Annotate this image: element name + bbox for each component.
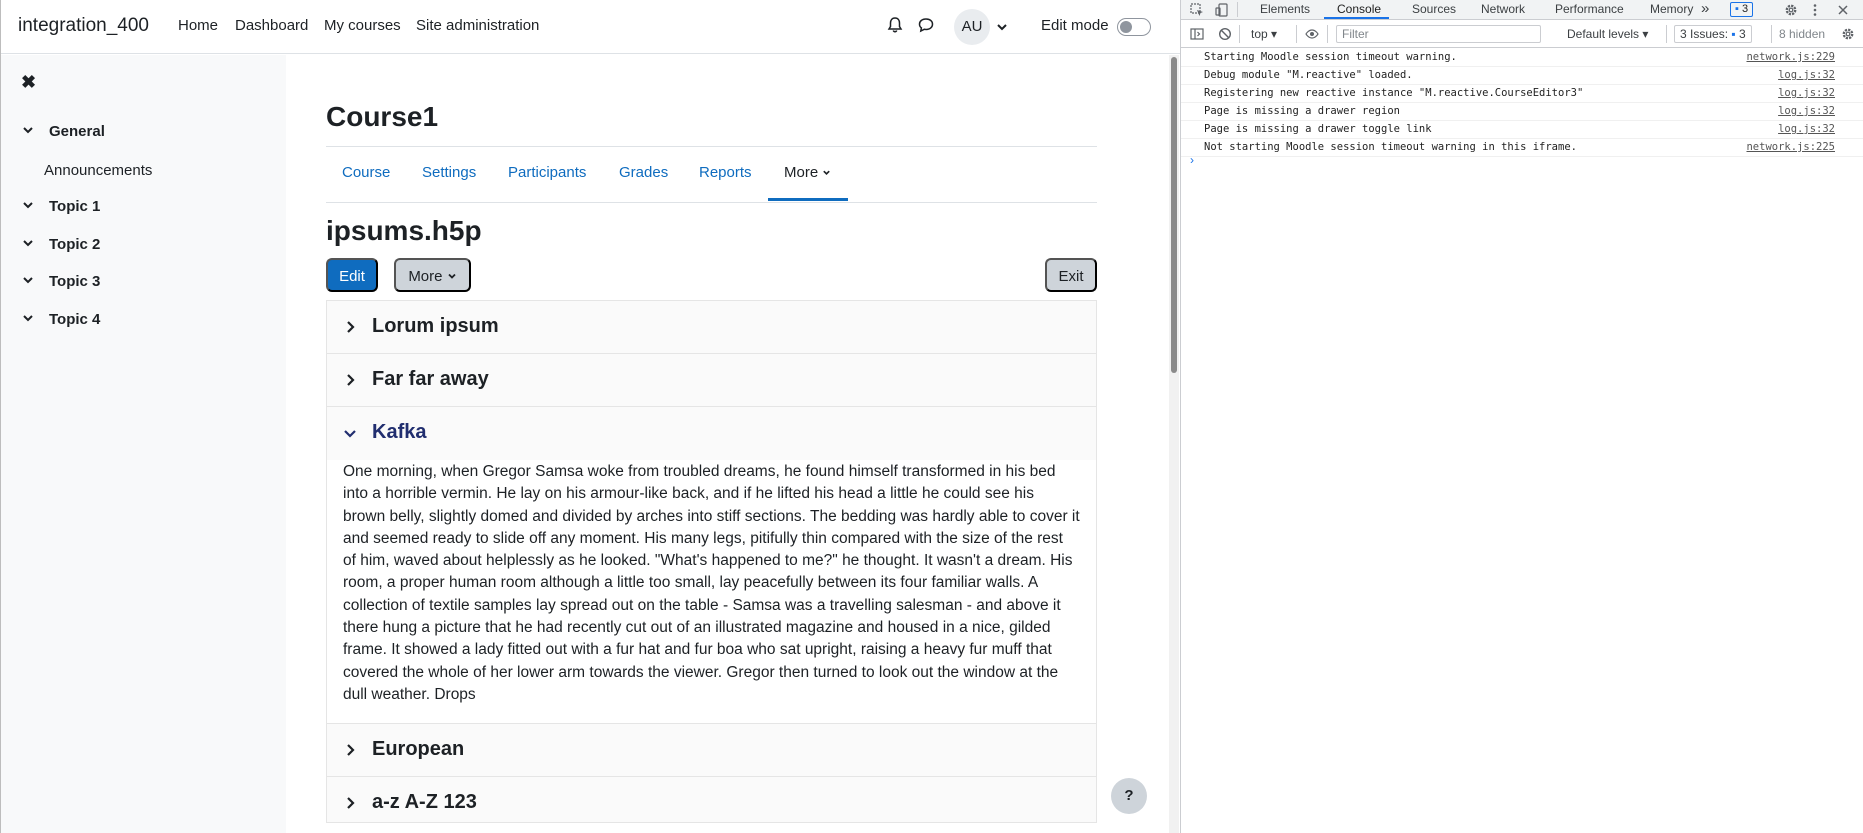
active-tab-indicator [1324, 17, 1389, 19]
accordion-title: Lorum ipsum [372, 315, 499, 337]
tab-course[interactable]: Course [342, 164, 391, 181]
separator [1666, 25, 1667, 43]
drawer-section-label: Topic 1 [49, 198, 101, 215]
log-message: Not starting Moodle session timeout warning in this iframe. [1204, 141, 1577, 153]
console-log-row [1181, 49, 1863, 67]
devtools-tab-network[interactable]: Network [1481, 2, 1526, 16]
console-log-row [1181, 121, 1863, 139]
drawer-section-topic-4[interactable] [21, 311, 100, 328]
course-index-drawer [1, 55, 286, 833]
devtools-tab-console[interactable]: Console [1337, 2, 1382, 16]
nav-my-courses-link[interactable]: My courses [324, 17, 401, 34]
settings-gear-icon[interactable] [1784, 3, 1798, 17]
accordion-header-lorum-ipsum[interactable] [327, 301, 1096, 354]
edit-mode-toggle[interactable] [1117, 18, 1151, 36]
inspect-element-icon[interactable] [1190, 3, 1204, 17]
log-source-link[interactable]: log.js:32 [1778, 87, 1835, 99]
chevron-down-icon[interactable] [21, 273, 35, 287]
console-log-row [1181, 139, 1863, 157]
devtools-tab-performance[interactable]: Performance [1555, 2, 1624, 16]
devtools-tab-bar [1181, 0, 1863, 20]
drawer-section-topic-3[interactable] [21, 273, 100, 290]
help-button[interactable]: ? [1111, 778, 1147, 814]
chevron-down-icon[interactable] [21, 123, 35, 137]
issues-count: 3 [1738, 27, 1746, 41]
chevron-down-icon[interactable] [21, 236, 35, 250]
page-scrollbar-thumb[interactable] [1171, 57, 1177, 373]
chevron-down-icon[interactable] [21, 198, 35, 212]
course-title: Course1 [326, 101, 439, 132]
nav-home-link[interactable]: Home [178, 17, 219, 34]
accordion-header-az-123[interactable] [327, 777, 1096, 823]
divider [326, 202, 1097, 203]
tab-grades[interactable]: Grades [619, 164, 669, 181]
drawer-section-topic-1[interactable] [21, 198, 100, 215]
accordion-title: a-z A-Z 123 [372, 791, 477, 814]
tab-settings[interactable]: Settings [422, 164, 477, 181]
nav-site-admin-link[interactable]: Site administration [416, 17, 540, 34]
drawer-section-topic-2[interactable] [21, 236, 100, 253]
hidden-messages-count: 8 hidden [1779, 27, 1826, 41]
log-message: Debug module "M.reactive" loaded. [1204, 69, 1413, 81]
more-options-vertical-icon[interactable] [1808, 3, 1822, 17]
chevron-down-icon [447, 271, 457, 281]
log-message: Page is missing a drawer toggle link [1204, 123, 1432, 135]
chevron-right-icon [343, 743, 357, 757]
separator [1237, 2, 1238, 17]
more-button-label: More [408, 268, 443, 285]
accordion-header-european[interactable] [327, 724, 1096, 777]
drawer-section-label: Topic 2 [49, 236, 101, 253]
console-prompt-chevron-icon[interactable]: › [1190, 153, 1194, 167]
chevron-right-icon [343, 320, 357, 334]
chevron-right-icon [343, 373, 357, 387]
close-drawer-icon[interactable]: ✖ [21, 72, 37, 92]
drawer-section-label: General [49, 123, 105, 140]
accordion-title: Kafka [372, 421, 427, 443]
edit-button[interactable]: Edit [326, 258, 378, 292]
issues-label: 3 Issues: [1680, 27, 1729, 41]
log-message: Page is missing a drawer region [1204, 105, 1400, 117]
clear-console-icon[interactable] [1218, 27, 1232, 41]
log-levels-label: Default levels [1567, 27, 1640, 41]
active-tab-indicator [768, 198, 848, 201]
h5p-accordion [326, 300, 1097, 823]
chevron-down-icon [822, 168, 831, 177]
issues-button[interactable] [1674, 25, 1752, 43]
devtools-tab-memory[interactable]: Memory [1650, 2, 1694, 16]
main-content [286, 55, 1171, 833]
log-source-link[interactable]: network.js:225 [1746, 141, 1835, 153]
console-toolbar [1181, 21, 1863, 48]
devtools-panel [1180, 0, 1863, 833]
chevron-down-icon [343, 426, 357, 440]
separator [1239, 25, 1240, 43]
tab-reports[interactable]: Reports [699, 164, 752, 181]
accordion-header-kafka[interactable] [327, 407, 1096, 460]
nav-dashboard-link[interactable]: Dashboard [235, 17, 309, 34]
chevron-right-icon [343, 796, 357, 810]
context-value: top [1251, 27, 1268, 41]
console-messages [1181, 49, 1863, 157]
messages-count: 3 [1741, 3, 1749, 15]
console-log-row [1181, 85, 1863, 103]
log-source-link[interactable]: log.js:32 [1778, 123, 1835, 135]
tab-more[interactable] [784, 164, 831, 181]
console-log-row [1181, 67, 1863, 85]
user-avatar[interactable]: AU [954, 9, 990, 45]
log-message: Starting Moodle session timeout warning. [1204, 51, 1457, 63]
site-name[interactable]: integration_400 [18, 15, 149, 36]
drawer-section-label: Topic 3 [49, 273, 101, 290]
log-source-link[interactable]: log.js:32 [1778, 105, 1835, 117]
log-source-link[interactable]: network.js:229 [1746, 51, 1835, 63]
issue-message-icon: ▪ [1731, 27, 1736, 41]
divider [326, 146, 1097, 147]
separator [1296, 25, 1297, 43]
user-menu-chevron-down-icon[interactable] [996, 20, 1008, 32]
log-source-link[interactable]: log.js:32 [1778, 69, 1835, 81]
dropdown-caret-icon: ▾ [1642, 27, 1649, 41]
drawer-section-general[interactable] [21, 123, 105, 140]
more-dropdown-button[interactable] [394, 258, 471, 292]
toggle-knob [1120, 21, 1132, 33]
console-filter-input[interactable]: Filter [1336, 25, 1541, 43]
accordion-title: Far far away [372, 368, 489, 390]
show-sidebar-icon[interactable] [1190, 27, 1204, 41]
context-selector[interactable] [1251, 27, 1277, 41]
accordion-header-far-far-away[interactable] [327, 354, 1096, 407]
log-message: Registering new reactive instance "M.reactive.CourseEditor3" [1204, 87, 1584, 99]
separator [1771, 25, 1772, 43]
more-tabs-icon[interactable]: » [1701, 0, 1710, 17]
dropdown-caret-icon: ▾ [1271, 27, 1278, 41]
messages-chat-icon[interactable] [916, 15, 936, 35]
drawer-section-label: Topic 4 [49, 311, 101, 328]
console-settings-gear-icon[interactable] [1841, 27, 1855, 41]
live-expression-eye-icon[interactable] [1305, 27, 1319, 41]
edit-mode-label: Edit mode [1041, 17, 1109, 34]
exit-button[interactable]: Exit [1045, 258, 1097, 292]
tab-more-label: More [784, 164, 819, 181]
chevron-down-icon[interactable] [21, 311, 35, 325]
log-levels-dropdown[interactable] [1567, 27, 1648, 41]
drawer-item-announcements[interactable]: Announcements [44, 162, 153, 179]
top-navbar [1, 0, 1180, 54]
tab-participants[interactable]: Participants [508, 164, 587, 181]
accordion-title: European [372, 738, 465, 761]
separator [1327, 25, 1328, 43]
activity-title: ipsums.h5p [326, 215, 482, 246]
device-toolbar-icon[interactable] [1215, 3, 1229, 17]
console-log-row [1181, 103, 1863, 121]
notifications-bell-icon[interactable] [885, 15, 905, 35]
messages-badge[interactable] [1730, 2, 1753, 17]
accordion-panel-kafka: One morning, when Gregor Samsa woke from troubled dreams, he found himself transformed in his bed into a horrible vermin. He lay on his armour-like back, and if he lifted his head a little he could see his brown belly, slightly domed and divided by arches into stiff sections. The bedding was hardly able to cover it and seemed ready to slide off any moment. His many legs, pitifully thin compared with the size of the rest of him, waved about helplessly as he looked. "What's happened to me?" he thought. It wasn't a dream. His room, a proper human room although a little too small, lay peacefully between its four familiar walls. A collection of textile samples lay spread out on the table - Samsa was a travelling salesman - and above it there hung a picture that he had recently cut out of an illustrated magazine and housed in a nice, gilded frame. It showed a lady fitted out with a fur hat and fur boa who sat upright, raising a heavy fur muff that covered the whole of her lower arm towards the viewer. Gregor then turned to look out the window at the dull weather. Drops [327, 460, 1096, 724]
message-icon: ▪ [1735, 3, 1739, 15]
close-devtools-icon[interactable] [1836, 3, 1850, 17]
devtools-tab-sources[interactable]: Sources [1412, 2, 1457, 16]
devtools-tab-elements[interactable]: Elements [1260, 2, 1311, 16]
